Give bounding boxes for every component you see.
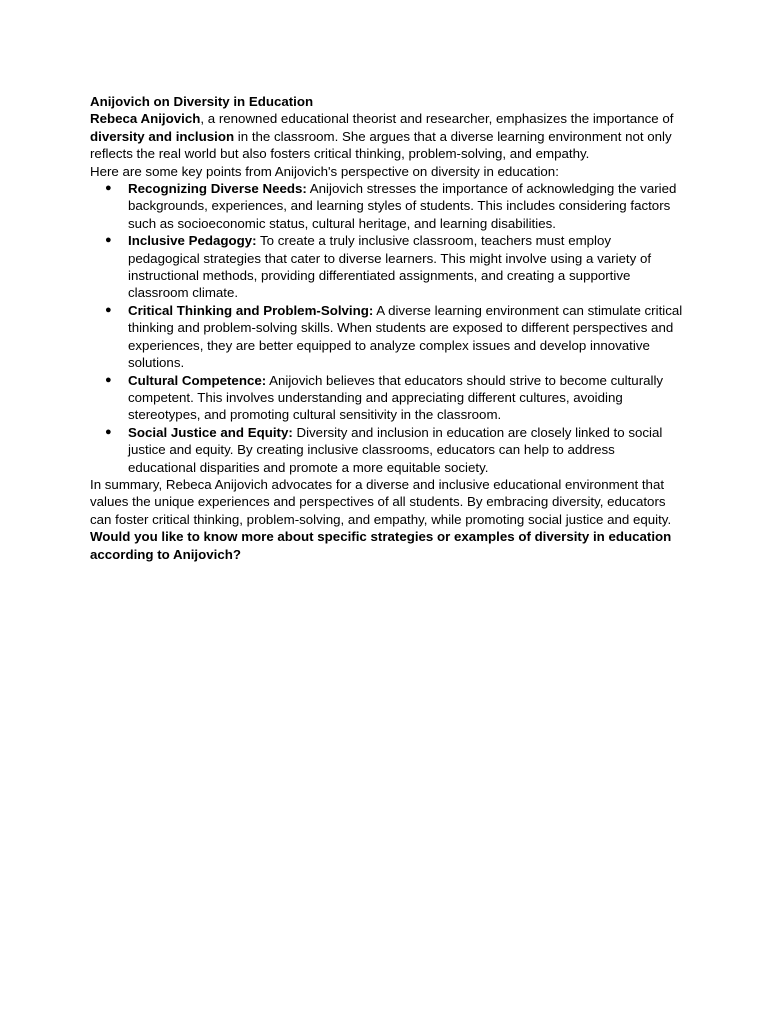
point-term: Social Justice and Equity:: [128, 424, 293, 440]
point-term: Cultural Competence:: [128, 372, 267, 388]
point-term: Recognizing Diverse Needs:: [128, 181, 307, 197]
point-text: To create a truly inclusive classroom, teachers must employ pedagogical strategies that cater to diverse learners. This might involve using a variety of instructional methods, providing differentiated assignments, and creating a supportive classroom climate.: [128, 233, 652, 301]
point-text: A diverse learning environment can stimulate critical thinking and problem-solving skills. When students are exposed to different perspectives and experiences, they are better equipped to analyze complex issues and develop innovative solutions.: [128, 302, 683, 371]
lead-in-paragraph: Here are some key points from Anijovich's perspective on diversity in education:: [90, 163, 559, 179]
point-text: Anijovich stresses the importance of acknowledging the varied backgrounds, experiences, and learning styles of students. This includes considering factors such as socioeconomic status, cultural heritage, and learning disabilities.: [128, 181, 677, 231]
document-title: Anijovich on Diversity in Education: [90, 94, 314, 109]
bullet-icon: ●: [105, 425, 112, 438]
point-text: Diversity and inclusion in education are closely linked to social justice and equity. By creating inclusive classrooms, educators can help to address educational disparities and promote a more equitable society.: [128, 424, 663, 475]
list-item: [90, 372, 686, 424]
intro-text-1: , a renowned educational theorist and researcher, emphasizes the importance of: [200, 111, 674, 127]
intro-name: Rebeca Anijovich: [90, 111, 201, 127]
list-item: [90, 232, 686, 302]
bullet-icon: ●: [105, 182, 112, 195]
intro-emphasis: diversity and inclusion: [90, 128, 235, 144]
intro-text-2: in the classroom. She argues that a diverse learning environment not only reflects the real world but also fosters critical thinking, problem-solving, and empathy.: [90, 128, 672, 162]
closing-question: Would you like to know more about specific strategies or examples of diversity in education according to Anijovich?: [90, 529, 672, 562]
bullet-icon: ●: [105, 373, 112, 386]
list-item: [90, 302, 686, 372]
list-item: [90, 180, 686, 232]
list-item: [90, 424, 686, 476]
point-term: Critical Thinking and Problem-Solving:: [128, 302, 374, 318]
point-text: Anijovich believes that educators should strive to become culturally competent. This involves understanding and appreciating different cultures, avoiding stereotypes, and promoting cultural sensitivity in the classroom.: [128, 372, 664, 423]
bullet-icon: ●: [105, 303, 112, 316]
summary-paragraph: In summary, Rebeca Anijovich advocates for a diverse and inclusive educational environment that values the unique experiences and perspectives of all students. By embracing diversity, educators can foster critical thinking, problem-solving, and empathy, while promoting social justice and equity.: [90, 476, 672, 527]
document-body: [90, 93, 686, 563]
point-term: Inclusive Pedagogy:: [128, 233, 257, 249]
key-points-list: [90, 180, 686, 476]
intro-paragraph: [90, 110, 686, 162]
bullet-icon: ●: [105, 234, 112, 247]
